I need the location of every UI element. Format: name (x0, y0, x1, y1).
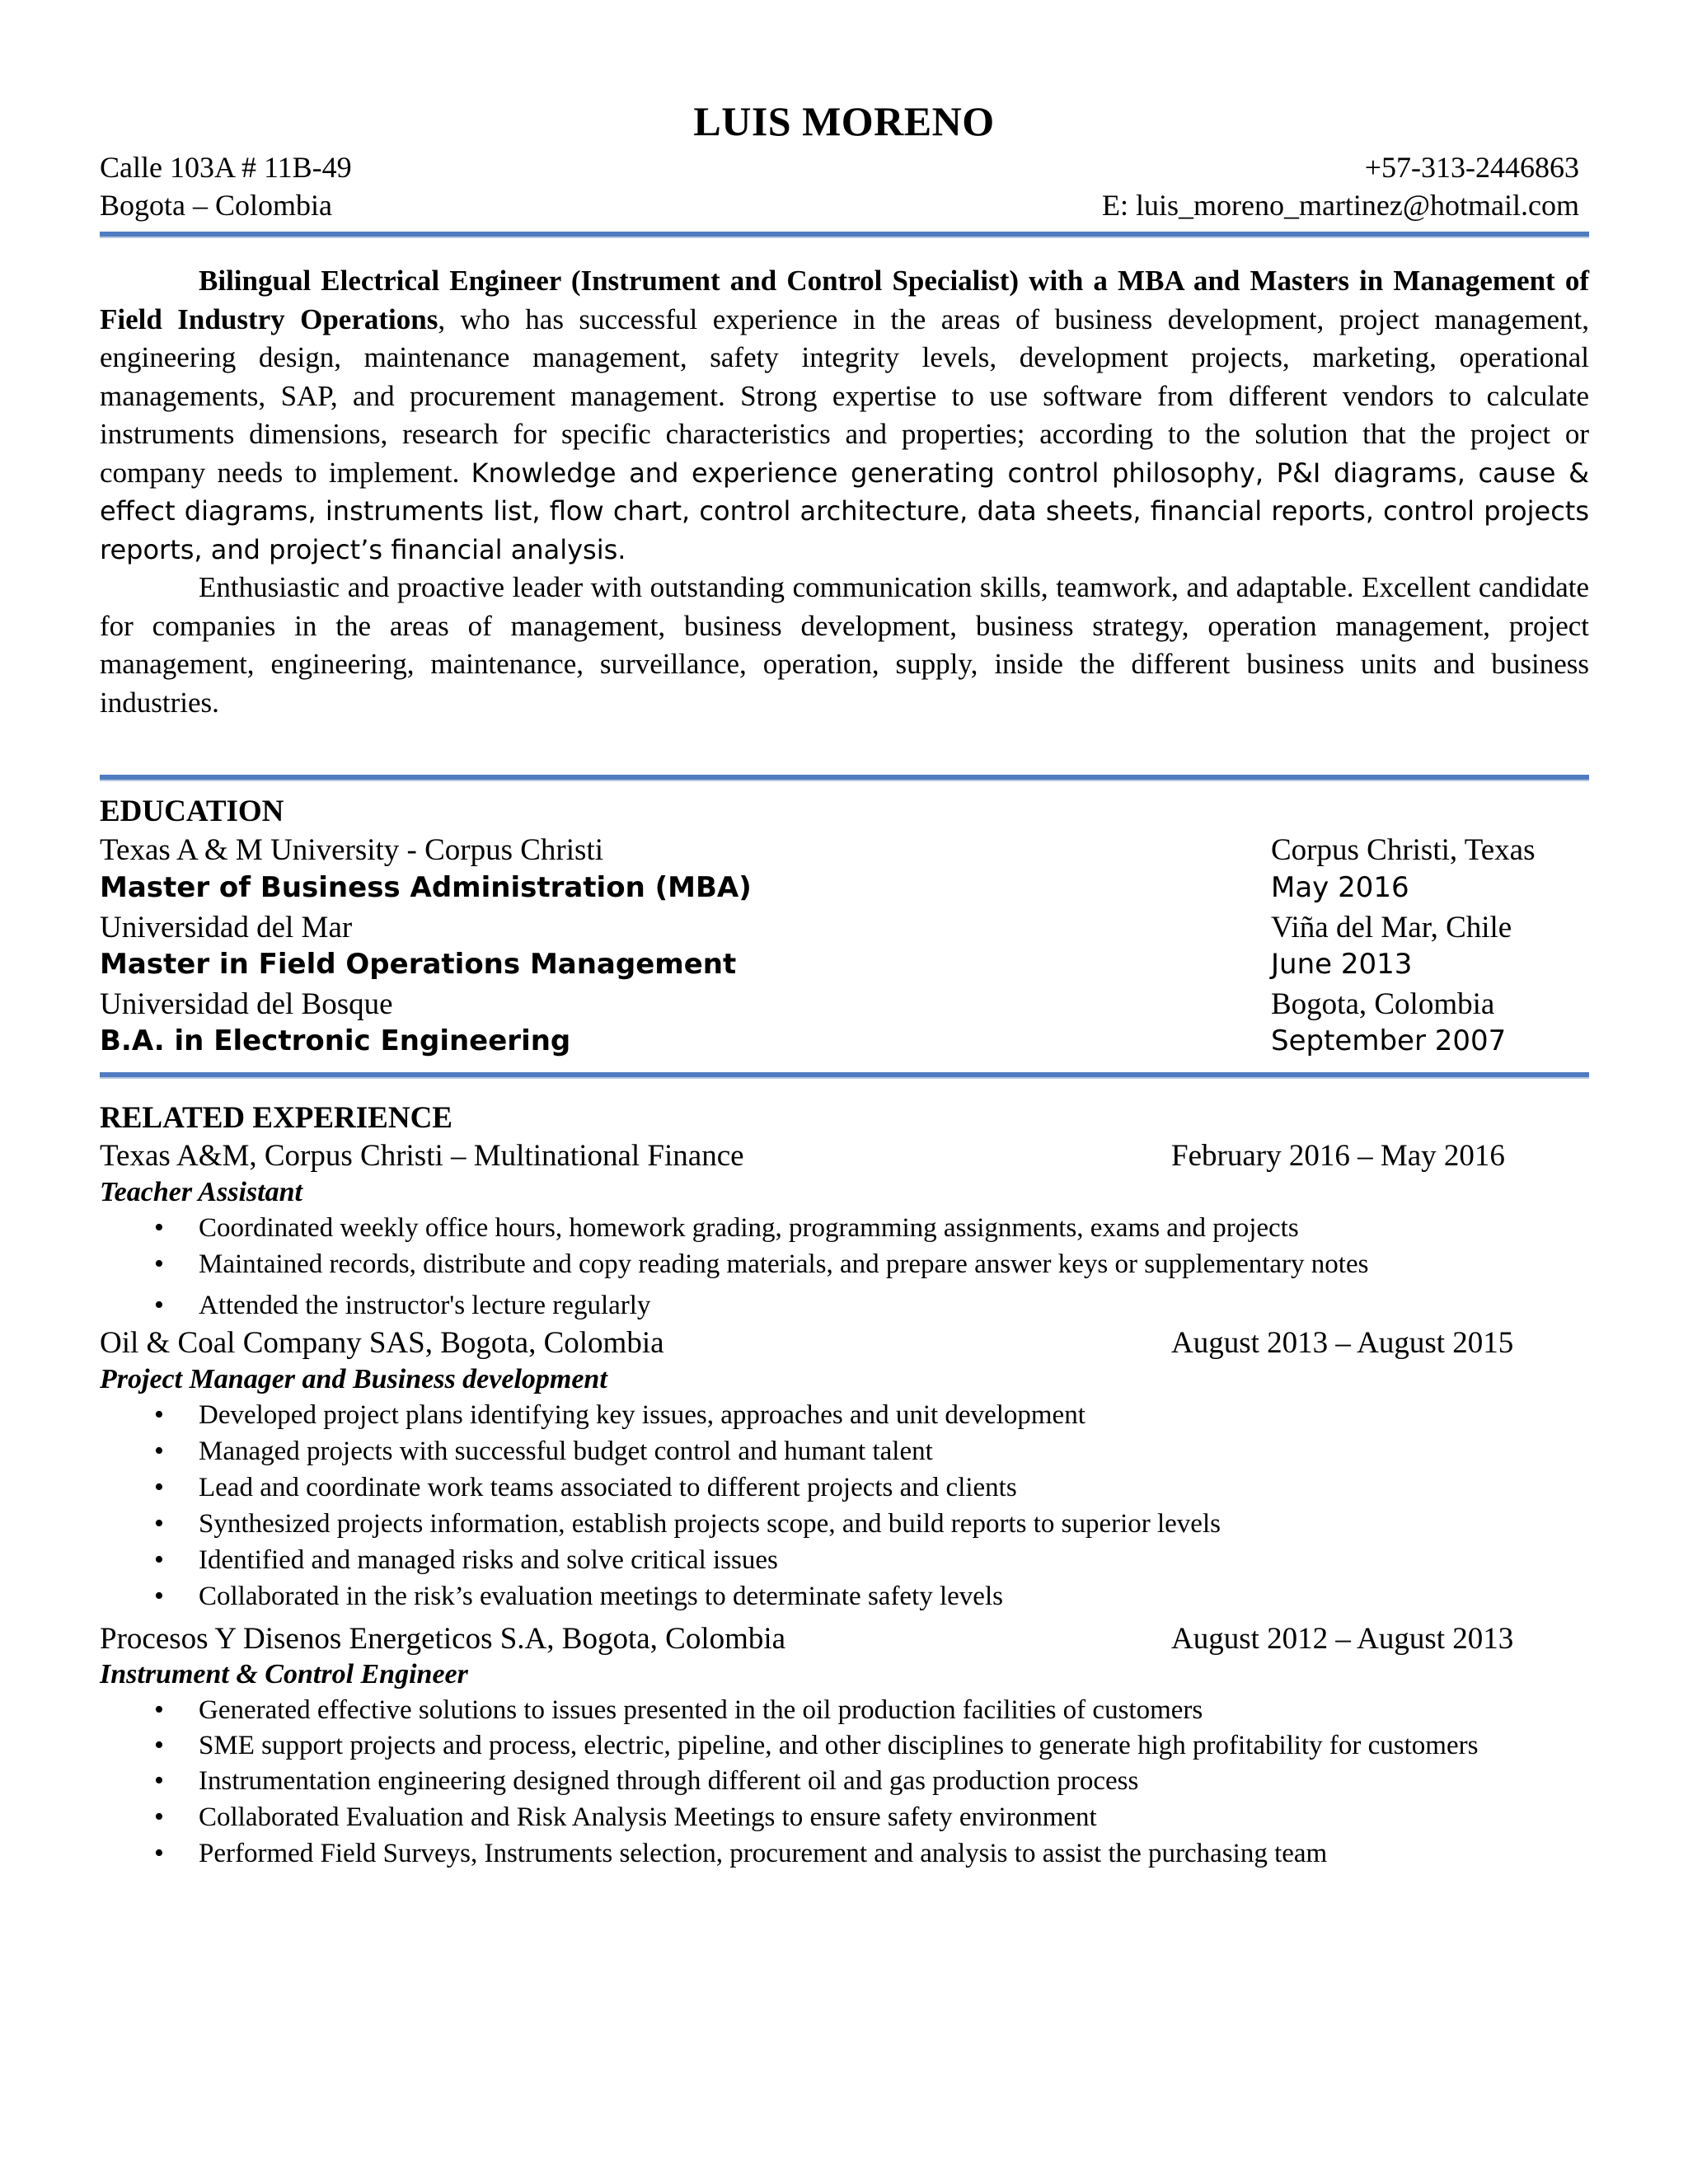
education-school-row (100, 910, 1589, 948)
summary-paragraph-2: Enthusiastic and proactive leader with outstanding communication skills, teamwork, and adaptable. Excellent candidate for companies in the areas of management, business development, business strategy, operation management, project management, engineering, maintenance, surveillance, operation, supply, inside the different business units and business industries. (100, 571, 1589, 719)
degree-date: May 2016 (1271, 871, 1409, 904)
job-dates: August 2012 – August 2013 (1171, 1622, 1514, 1656)
job-dates: February 2016 – May 2016 (1171, 1139, 1505, 1173)
job-bullets (100, 1397, 1589, 1615)
job-role: Teacher Assistant (100, 1177, 302, 1207)
degree-name: B.A. in Electronic Engineering (100, 1024, 571, 1057)
school-name: Texas A & M University - Corpus Christi (100, 833, 603, 867)
job-company: Procesos Y Disenos Energeticos S.A, Bogota, Colombia (100, 1622, 786, 1656)
divider-education (100, 1072, 1589, 1079)
phone-number: +57-313-2446863 (1364, 151, 1579, 184)
degree-name: Master of Business Administration (MBA) (100, 871, 752, 904)
summary-text-knowledge: Knowledge and experience generating control philosophy, P&I diagrams, cause & effect diagrams, instruments list, flow chart, control architecture, data sheets, financial reports, control projects reports, and project’s financial analysis. (100, 457, 1590, 565)
divider-header (100, 232, 1589, 238)
list-item: • Collaborated Evaluation and Risk Analysis Meetings to ensure safety environment (100, 1799, 1589, 1835)
school-name: Universidad del Bosque (100, 987, 393, 1021)
contact-row-1 (100, 150, 1579, 185)
education-school-row (100, 832, 1589, 870)
summary-headline: Bilingual Electrical Engineer (Instrument and Control Specialist) with a MBA and Masters in Management of Field Industry Operations (100, 265, 1589, 335)
job-role: Project Manager and Business development (100, 1364, 607, 1394)
list-item: • Collaborated in the risk’s evaluation meetings to determinate safety levels (100, 1578, 1589, 1615)
job-bullets (100, 1210, 1589, 1324)
education-degree-row (100, 871, 1589, 909)
experience-heading: RELATED EXPERIENCE (100, 1101, 452, 1135)
address-line-1: Calle 103A # 11B-49 (100, 151, 352, 184)
list-item: • Developed project plans identifying key issues, approaches and unit development (100, 1397, 1589, 1433)
email-address: E: luis_moreno_martinez@hotmail.com (1101, 189, 1579, 222)
candidate-name: LUIS MORENO (693, 98, 995, 144)
address-line-2: Bogota – Colombia (100, 189, 332, 222)
job-company: Oil & Coal Company SAS, Bogota, Colombia (100, 1326, 664, 1360)
job-bullets (100, 1692, 1589, 1872)
school-location: Corpus Christi, Texas (1271, 833, 1536, 867)
job-role: Instrument & Control Engineer (100, 1659, 468, 1690)
school-name: Universidad del Mar (100, 911, 353, 944)
list-item: • Coordinated weekly office hours, homework grading, programming assignments, exams and projects (100, 1210, 1589, 1246)
list-item: • Identified and managed risks and solve critical issues (100, 1542, 1589, 1578)
degree-date: September 2007 (1271, 1024, 1507, 1057)
education-school-row (100, 987, 1589, 1024)
summary-paragraph-1 (100, 262, 1589, 569)
job-company: Texas A&M, Corpus Christi – Multinational Finance (100, 1139, 744, 1173)
list-item: • Attended the instructor's lecture regularly (100, 1287, 1589, 1324)
divider-summary (100, 775, 1589, 781)
degree-name: Master in Field Operations Management (100, 948, 737, 981)
summary-text: , who has successful experience in the areas of business development, project management, engineering design, maintenance management, safety integrity levels, development projects, marketing, operational managements, SAP, and procurement management. Strong expertise to use software from different vendors to calculate instruments dimensions, research for specific characteristics and properties; according to the solution that the project or company needs to implement. (100, 302, 1589, 489)
list-item: • Generated effective solutions to issues presented in the oil production facilities of customers (100, 1692, 1589, 1728)
professional-summary (100, 262, 1589, 722)
list-item: • Maintained records, distribute and copy reading materials, and prepare answer keys or supplementary notes (100, 1246, 1589, 1282)
degree-date: June 2013 (1271, 948, 1413, 981)
contact-row-2 (100, 188, 1579, 223)
school-location: Viña del Mar, Chile (1271, 911, 1512, 944)
education-heading: EDUCATION (100, 794, 284, 828)
job-dates: August 2013 – August 2015 (1171, 1326, 1514, 1360)
list-item: • Instrumentation engineering designed through different oil and gas production process (100, 1763, 1589, 1799)
education-degree-row (100, 1024, 1589, 1062)
school-location: Bogota, Colombia (1271, 987, 1495, 1021)
list-item: • Lead and coordinate work teams associated to different projects and clients (100, 1469, 1589, 1506)
education-degree-row (100, 948, 1589, 986)
list-item: • Performed Field Surveys, Instruments selection, procurement and analysis to assist the purchasing team (100, 1835, 1589, 1872)
list-item: • SME support projects and process, electric, pipeline, and other disciplines to generate high profitability for customers (100, 1728, 1589, 1763)
list-item: • Managed projects with successful budget control and humant talent (100, 1433, 1589, 1469)
list-item: • Synthesized projects information, establish projects scope, and build reports to superior levels (100, 1506, 1589, 1542)
